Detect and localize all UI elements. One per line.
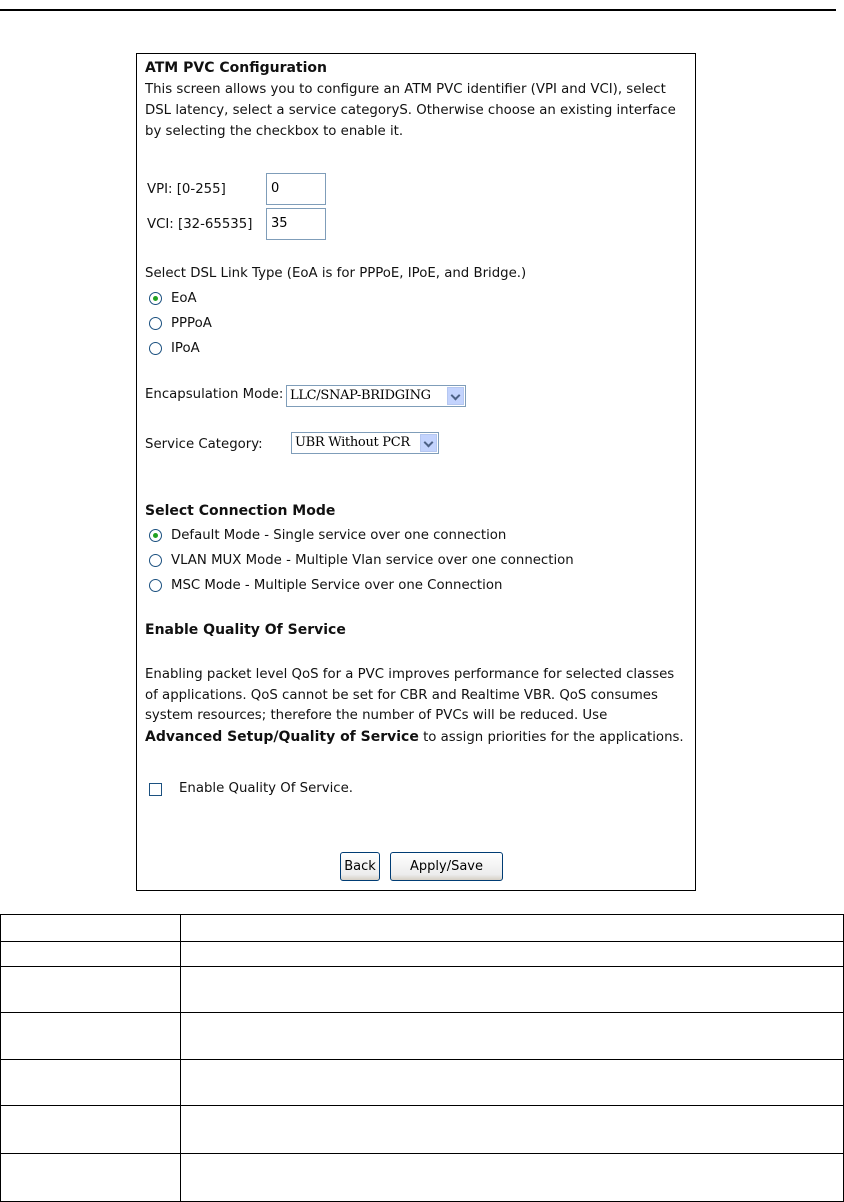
link-type-ipoa-label: IPoA <box>171 341 200 356</box>
vpi-label: VPI: [0-255] <box>147 182 226 197</box>
back-button[interactable]: Back <box>340 852 380 881</box>
vlan-mux-mode-radio[interactable] <box>149 554 162 567</box>
page-title: ATM PVC Configuration <box>145 60 327 76</box>
vci-input[interactable]: 35 <box>266 208 326 240</box>
link-type-pppoa-label: PPPoA <box>171 316 212 331</box>
encapsulation-label: Encapsulation Mode: <box>145 387 284 402</box>
qos-desc-tail: to assign priorities for the applications. <box>418 729 684 745</box>
qos-desc-line-3: system resources; therefore the number of PVCs will be reduced. Use <box>145 708 608 723</box>
qos-settings-link-text: Advanced Setup/Quality of Service <box>145 728 419 745</box>
link-type-label: Select DSL Link Type (EoA is for PPPoE, IPoE, and Bridge.) <box>145 266 527 281</box>
link-type-ipoa-radio[interactable] <box>149 342 162 355</box>
vlan-mux-mode-label: VLAN MUX Mode - Multiple Vlan service over one connection <box>171 553 574 568</box>
link-type-eoa-label: EoA <box>171 291 197 306</box>
intro-line-3: by selecting the checkbox to enable it. <box>145 124 404 139</box>
table-row <box>1 1154 844 1202</box>
default-mode-label: Default Mode - Single service over one connection <box>171 528 507 543</box>
table-row <box>1 967 844 1013</box>
enable-qos-label: Enable Quality Of Service. <box>179 781 354 796</box>
chevron-down-icon <box>447 387 464 405</box>
service-category-label: Service Category: <box>145 437 263 452</box>
default-mode-radio[interactable] <box>149 529 162 542</box>
intro-line-2: DSL latency, select a service categoryS. Otherwise choose an existing interface <box>145 103 676 118</box>
intro-line-1: This screen allows you to configure an ATM PVC identifier (VPI and VCI), select <box>145 82 666 97</box>
qos-desc-line-1: Enabling packet level QoS for a PVC improves performance for selected classes <box>145 667 675 682</box>
enable-qos-checkbox[interactable] <box>149 783 162 796</box>
chevron-down-icon <box>420 434 437 452</box>
page-header-rule <box>0 9 836 11</box>
table-row <box>1 1013 844 1060</box>
description-table <box>0 914 844 1202</box>
table-row <box>1 942 844 967</box>
qos-heading: Enable Quality Of Service <box>145 622 346 638</box>
msc-mode-label: MSC Mode - Multiple Service over one Connection <box>171 578 503 593</box>
vci-label: VCI: [32-65535] <box>147 217 253 232</box>
service-category-select[interactable] <box>291 432 439 454</box>
vpi-input[interactable]: 0 <box>266 173 326 205</box>
connection-mode-heading: Select Connection Mode <box>145 503 336 519</box>
encapsulation-select[interactable] <box>286 385 466 407</box>
encapsulation-value: LLC/SNAP-BRIDGING <box>290 388 431 403</box>
service-category-value: UBR Without PCR <box>295 435 410 450</box>
table-header-row <box>1 915 844 942</box>
link-type-eoa-radio[interactable] <box>149 292 162 305</box>
qos-desc-line-2: of applications. QoS cannot be set for CBR and Realtime VBR. QoS consumes <box>145 687 658 703</box>
apply-save-button[interactable]: Apply/Save <box>390 852 503 881</box>
atm-pvc-config-panel <box>136 53 696 891</box>
msc-mode-radio[interactable] <box>149 579 162 592</box>
table-row <box>1 1060 844 1106</box>
link-type-pppoa-radio[interactable] <box>149 317 162 330</box>
table-row <box>1 1106 844 1154</box>
qos-description <box>145 665 693 748</box>
